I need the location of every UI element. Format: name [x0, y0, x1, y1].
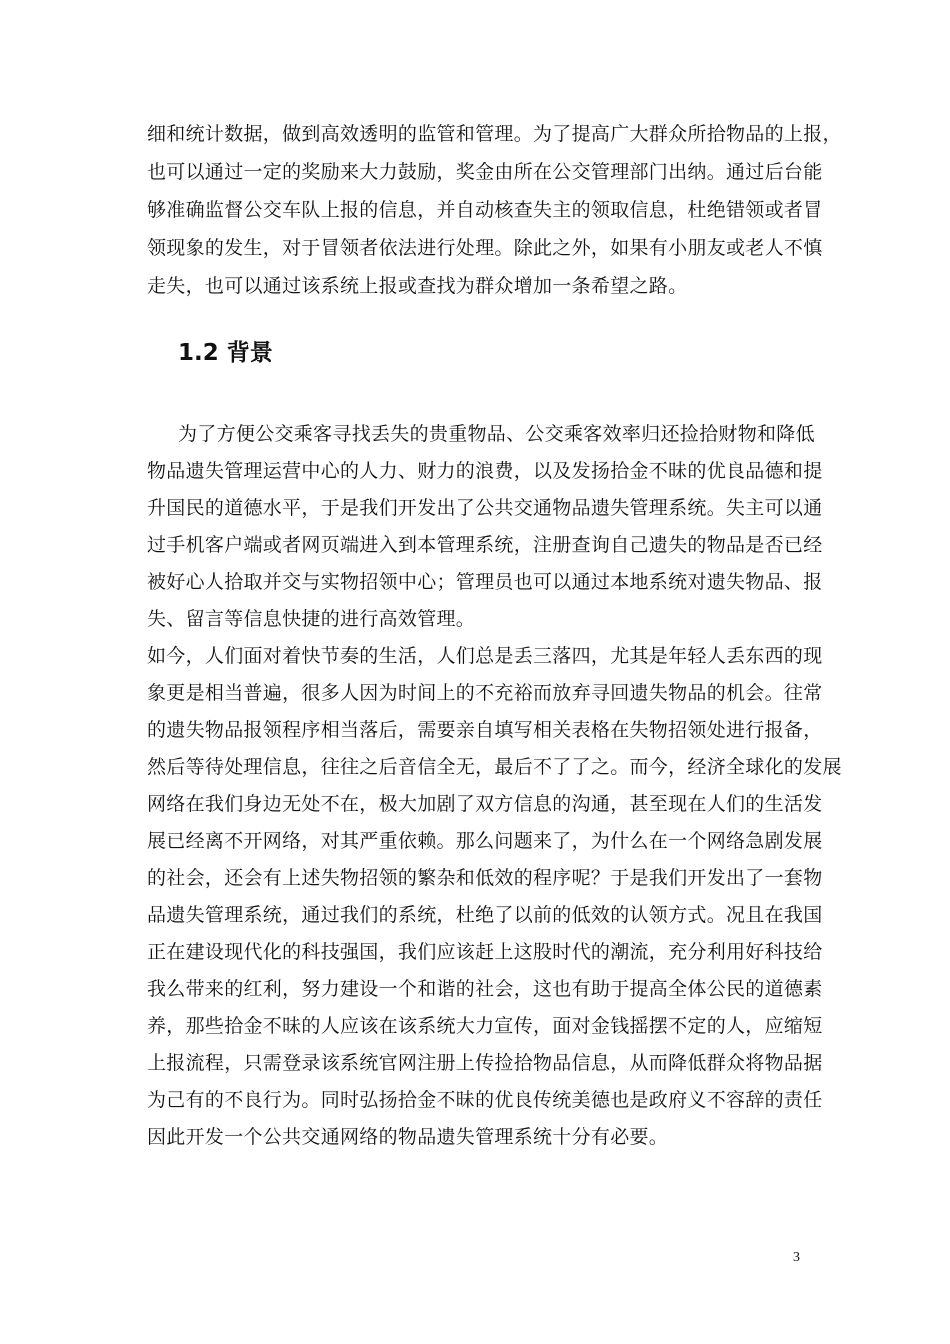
text-line: 的遗失物品报领程序相当落后，需要亲自填写相关表格在失物招领处进行报备， [147, 719, 823, 741]
page-number: 3 [793, 1250, 800, 1265]
text-line: 的社会，还会有上述失物招领的繁杂和低效的程序呢？于是我们开发出了一套物 [147, 867, 823, 889]
text-line: 过手机客户端或者网页端进入到本管理系统，注册查询自己遗失的物品是否已经 [147, 534, 823, 556]
text-line: 养，那些拾金不昧的人应该在该系统大力宣传，面对金钱摇摆不定的人，应缩短 [147, 1015, 823, 1037]
text-line: 如今，人们面对着快节奏的生活，人们总是丢三落四，尤其是年轻人丢东西的现 [147, 645, 823, 667]
text-line: 正在建设现代化的科技强国，我们应该赶上这股时代的潮流，充分利用好科技给 [147, 941, 823, 963]
text-line: 为己有的不良行为。同时弘扬拾金不昧的优良传统美德也是政府义不容辞的责任 [147, 1089, 823, 1111]
text-line: 网络在我们身边无处不在，极大加剧了双方信息的沟通，甚至现在人们的生活发 [147, 793, 823, 815]
text-line: 失、留言等信息快捷的进行高效管理。 [147, 608, 476, 630]
text-line: 因此开发一个公共交通网络的物品遗失管理系统十分有必要。 [147, 1126, 669, 1148]
text-line: 上报流程，只需登录该系统官网注册上传捡拾物品信息，从而降低群众将物品据 [147, 1052, 823, 1074]
text-line: 也可以通过一定的奖励来大力鼓励，奖金由所在公交管理部门出纳。通过后台能 [147, 161, 823, 183]
text-line: 升国民的道德水平，于是我们开发出了公共交通物品遗失管理系统。失主可以通 [147, 497, 823, 519]
text-line: 我么带来的红利，努力建设一个和谐的社会，这也有助于提高全体公民的道德素 [147, 978, 823, 1000]
text-line: 然后等待处理信息，往往之后音信全无，最后不了了之。而今，经济全球化的发展 [147, 756, 842, 778]
text-line: 象更是相当普遍，很多人因为时间上的不充裕而放弃寻回遗失物品的机会。往常 [147, 682, 823, 704]
text-line: 品遗失管理系统，通过我们的系统，杜绝了以前的低效的认领方式。况且在我国 [147, 904, 823, 926]
text-line: 为了方便公交乘客寻找丢失的贵重物品、公交乘客效率归还捡拾财物和降低 [178, 423, 815, 445]
text-line: 够准确监督公交车队上报的信息，并自动核查失主的领取信息，杜绝错领或者冒 [147, 199, 823, 221]
text-line: 细和统计数据，做到高效透明的监管和管理。为了提高广大群众所拾物品的上报， [147, 123, 842, 145]
text-line: 走失，也可以通过该系统上报或查找为群众增加一条希望之路。 [147, 275, 688, 297]
section-heading: 1.2 背景 [178, 340, 273, 366]
text-line: 展已经离不开网络，对其严重依赖。那么问题来了，为什么在一个网络急剧发展 [147, 830, 823, 852]
text-line: 物品遗失管理运营中心的人力、财力的浪费，以及发扬拾金不昧的优良品德和提 [147, 460, 823, 482]
text-line: 领现象的发生，对于冒领者依法进行处理。除此之外，如果有小朋友或老人不慎 [147, 237, 823, 259]
text-line: 被好心人拾取并交与实物招领中心；管理员也可以通过本地系统对遗失物品、报 [147, 571, 823, 593]
